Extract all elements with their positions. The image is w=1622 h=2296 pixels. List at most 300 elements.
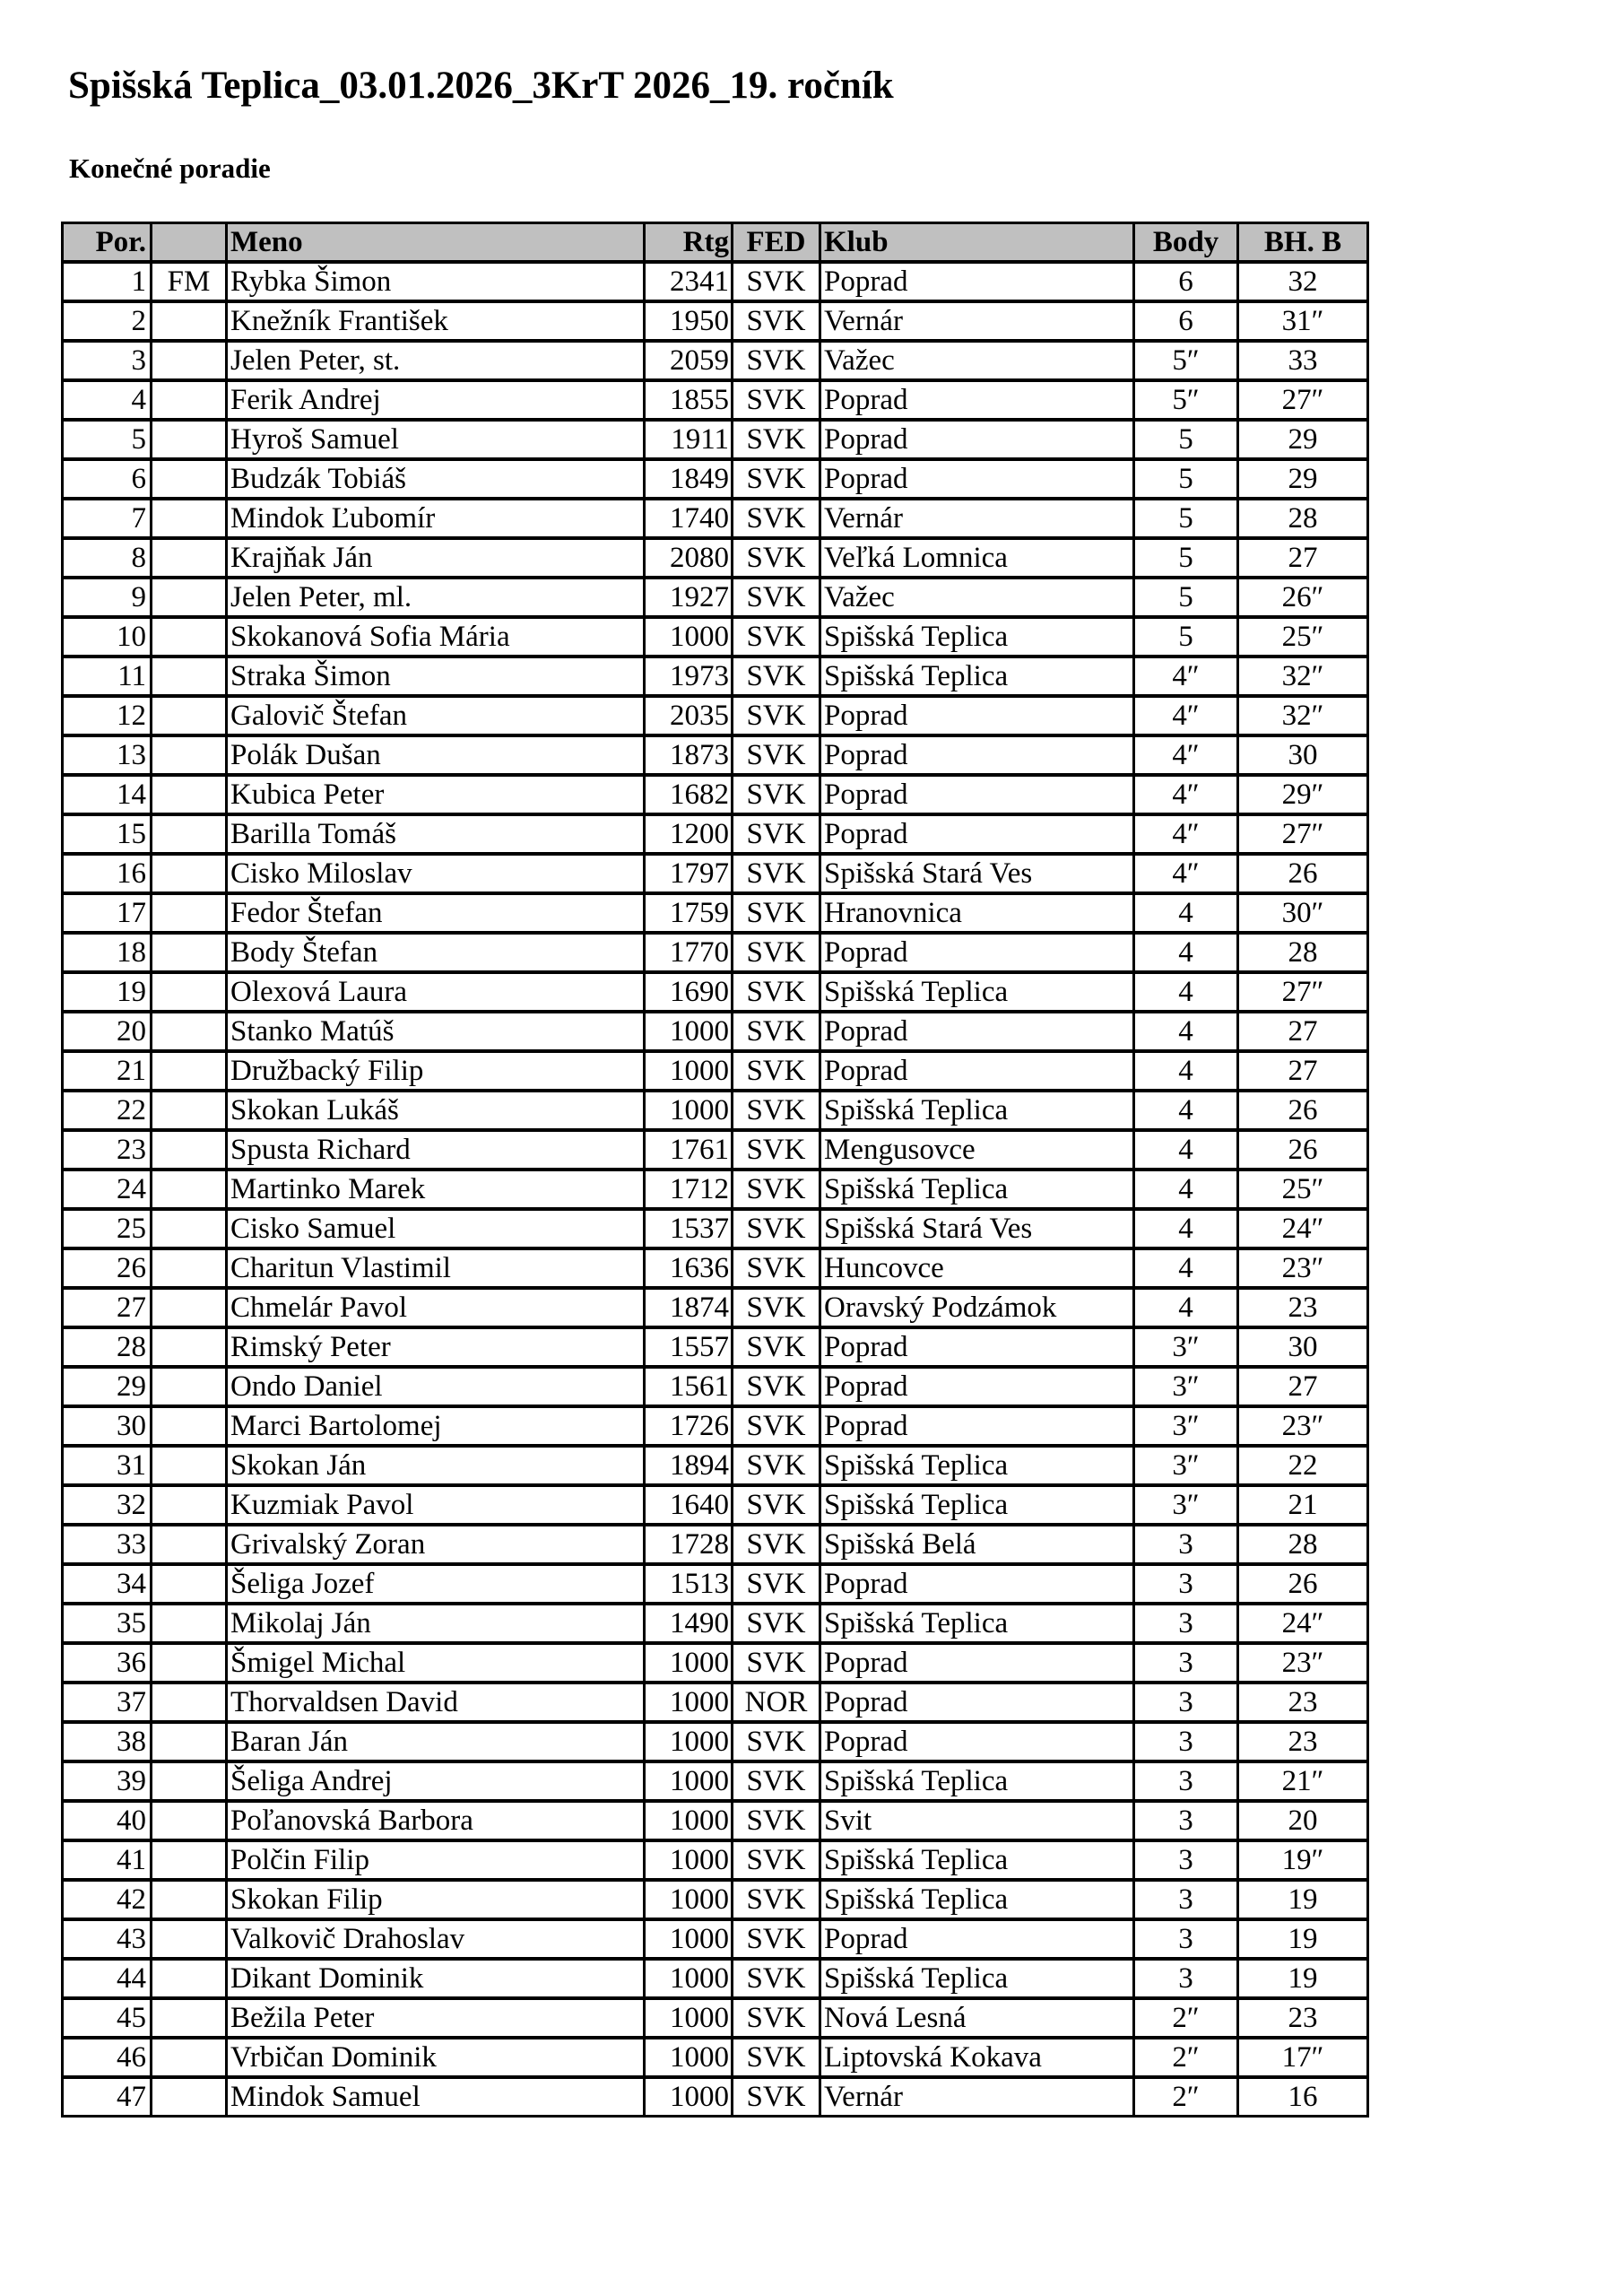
points-cell: 4″ — [1134, 854, 1238, 893]
rank-cell: 3 — [63, 341, 152, 380]
club-cell: Spišská Teplica — [820, 1485, 1134, 1525]
buchholz-cell: 32 — [1238, 262, 1368, 301]
name-cell: Fedor Štefan — [227, 893, 645, 933]
name-cell: Marci Bartolomej — [227, 1406, 645, 1446]
federation-cell: SVK — [733, 1367, 820, 1406]
rating-cell: 1537 — [645, 1209, 733, 1248]
table-row — [63, 1051, 1368, 1091]
table-row — [63, 2038, 1368, 2077]
federation-cell: SVK — [733, 380, 820, 420]
points-cell: 5 — [1134, 420, 1238, 459]
rank-cell: 2 — [63, 301, 152, 341]
column-header-federation: FED — [733, 223, 820, 263]
buchholz-cell: 24″ — [1238, 1209, 1368, 1248]
title-cell — [152, 1209, 227, 1248]
name-cell: Valkovič Drahoslav — [227, 1919, 645, 1959]
rating-cell: 1759 — [645, 893, 733, 933]
points-cell: 3 — [1134, 1801, 1238, 1840]
club-cell: Poprad — [820, 1683, 1134, 1722]
title-cell — [152, 2038, 227, 2077]
points-cell: 6 — [1134, 262, 1238, 301]
rank-cell: 17 — [63, 893, 152, 933]
table-row — [63, 1801, 1368, 1840]
rank-cell: 33 — [63, 1525, 152, 1564]
table-row — [63, 1248, 1368, 1288]
rank-cell: 15 — [63, 814, 152, 854]
name-cell: Rybka Šimon — [227, 262, 645, 301]
federation-cell: SVK — [733, 1012, 820, 1051]
table-row — [63, 2077, 1368, 2117]
federation-cell: SVK — [733, 735, 820, 775]
rating-cell: 1712 — [645, 1170, 733, 1209]
buchholz-cell: 21 — [1238, 1485, 1368, 1525]
name-cell: Thorvaldsen David — [227, 1683, 645, 1722]
name-cell: Barilla Tomáš — [227, 814, 645, 854]
title-cell — [152, 1485, 227, 1525]
title-cell — [152, 341, 227, 380]
table-row — [63, 1091, 1368, 1130]
name-cell: Krajňak Ján — [227, 538, 645, 578]
rating-cell: 1000 — [645, 2038, 733, 2077]
federation-cell: SVK — [733, 1406, 820, 1446]
table-row — [63, 617, 1368, 657]
points-cell: 3 — [1134, 1643, 1238, 1683]
title-cell — [152, 1367, 227, 1406]
buchholz-cell: 26 — [1238, 1091, 1368, 1130]
title-cell — [152, 1801, 227, 1840]
points-cell: 4 — [1134, 933, 1238, 972]
club-cell: Spišská Belá — [820, 1525, 1134, 1564]
name-cell: Chmelár Pavol — [227, 1288, 645, 1327]
rating-cell: 1873 — [645, 735, 733, 775]
points-cell: 4 — [1134, 972, 1238, 1012]
table-row — [63, 578, 1368, 617]
name-cell: Skokan Lukáš — [227, 1091, 645, 1130]
rating-cell: 2059 — [645, 341, 733, 380]
buchholz-cell: 23 — [1238, 1683, 1368, 1722]
table-row — [63, 1406, 1368, 1446]
rating-cell: 1855 — [645, 380, 733, 420]
rank-cell: 6 — [63, 459, 152, 499]
rating-cell: 2341 — [645, 262, 733, 301]
federation-cell: SVK — [733, 578, 820, 617]
federation-cell: SVK — [733, 893, 820, 933]
table-row — [63, 1446, 1368, 1485]
federation-cell: SVK — [733, 1761, 820, 1801]
rating-cell: 1000 — [645, 1722, 733, 1761]
table-header-row — [63, 223, 1368, 263]
title-cell — [152, 617, 227, 657]
points-cell: 4 — [1134, 1051, 1238, 1091]
rank-cell: 1 — [63, 262, 152, 301]
table-row — [63, 1919, 1368, 1959]
table-row — [63, 1959, 1368, 1998]
table-row — [63, 1564, 1368, 1604]
title-cell — [152, 1959, 227, 1998]
club-cell: Spišská Teplica — [820, 1091, 1134, 1130]
federation-cell: SVK — [733, 933, 820, 972]
buchholz-cell: 31″ — [1238, 301, 1368, 341]
title-cell — [152, 854, 227, 893]
club-cell: Spišská Teplica — [820, 617, 1134, 657]
federation-cell: SVK — [733, 538, 820, 578]
buchholz-cell: 17″ — [1238, 2038, 1368, 2077]
document-title: Spišská Teplica_03.01.2026_3KrT 2026_19. ročník — [68, 65, 894, 107]
points-cell: 5″ — [1134, 380, 1238, 420]
club-cell: Poprad — [820, 459, 1134, 499]
federation-cell: SVK — [733, 1880, 820, 1919]
name-cell: Charitun Vlastimil — [227, 1248, 645, 1288]
rating-cell: 1200 — [645, 814, 733, 854]
name-cell: Jelen Peter, ml. — [227, 578, 645, 617]
table-row — [63, 1604, 1368, 1643]
buchholz-cell: 26″ — [1238, 578, 1368, 617]
club-cell: Spišská Teplica — [820, 657, 1134, 696]
buchholz-cell: 32″ — [1238, 657, 1368, 696]
buchholz-cell: 23 — [1238, 1998, 1368, 2038]
name-cell: Kuzmiak Pavol — [227, 1485, 645, 1525]
name-cell: Budzák Tobiáš — [227, 459, 645, 499]
title-cell — [152, 775, 227, 814]
rank-cell: 4 — [63, 380, 152, 420]
table-row — [63, 1525, 1368, 1564]
federation-cell: SVK — [733, 301, 820, 341]
rating-cell: 1950 — [645, 301, 733, 341]
points-cell: 5 — [1134, 538, 1238, 578]
rank-cell: 14 — [63, 775, 152, 814]
title-cell — [152, 1998, 227, 2038]
table-row — [63, 1485, 1368, 1525]
federation-cell: SVK — [733, 1051, 820, 1091]
buchholz-cell: 27 — [1238, 1367, 1368, 1406]
rating-cell: 1000 — [645, 617, 733, 657]
points-cell: 4 — [1134, 1209, 1238, 1248]
rank-cell: 42 — [63, 1880, 152, 1919]
rank-cell: 12 — [63, 696, 152, 735]
federation-cell: SVK — [733, 2038, 820, 2077]
title-cell — [152, 1919, 227, 1959]
name-cell: Olexová Laura — [227, 972, 645, 1012]
rating-cell: 1000 — [645, 1998, 733, 2038]
buchholz-cell: 27 — [1238, 1051, 1368, 1091]
name-cell: Mindok Ľubomír — [227, 499, 645, 538]
rank-cell: 26 — [63, 1248, 152, 1288]
rating-cell: 1000 — [645, 1091, 733, 1130]
buchholz-cell: 19 — [1238, 1919, 1368, 1959]
name-cell: Ondo Daniel — [227, 1367, 645, 1406]
table-row — [63, 1288, 1368, 1327]
title-cell — [152, 1604, 227, 1643]
points-cell: 2″ — [1134, 2077, 1238, 2117]
table-row — [63, 301, 1368, 341]
buchholz-cell: 25″ — [1238, 1170, 1368, 1209]
points-cell: 3 — [1134, 1722, 1238, 1761]
rank-cell: 24 — [63, 1170, 152, 1209]
rating-cell: 1911 — [645, 420, 733, 459]
rating-cell: 1682 — [645, 775, 733, 814]
name-cell: Galovič Štefan — [227, 696, 645, 735]
column-header-name: Meno — [227, 223, 645, 263]
buchholz-cell: 27 — [1238, 538, 1368, 578]
points-cell: 2″ — [1134, 2038, 1238, 2077]
name-cell: Skokan Filip — [227, 1880, 645, 1919]
name-cell: Poľanovská Barbora — [227, 1801, 645, 1840]
table-row — [63, 696, 1368, 735]
title-cell — [152, 578, 227, 617]
title-cell — [152, 1091, 227, 1130]
points-cell: 4 — [1134, 893, 1238, 933]
standings-table — [61, 222, 1369, 2118]
federation-cell: SVK — [733, 1288, 820, 1327]
title-cell — [152, 1525, 227, 1564]
club-cell: Mengusovce — [820, 1130, 1134, 1170]
federation-cell: SVK — [733, 814, 820, 854]
title-cell — [152, 1406, 227, 1446]
federation-cell: SVK — [733, 1722, 820, 1761]
title-cell — [152, 1051, 227, 1091]
rating-cell: 1000 — [645, 1051, 733, 1091]
rating-cell: 1973 — [645, 657, 733, 696]
rating-cell: 1690 — [645, 972, 733, 1012]
table-row — [63, 657, 1368, 696]
title-cell — [152, 893, 227, 933]
name-cell: Hyroš Samuel — [227, 420, 645, 459]
column-header-rating: Rtg — [645, 223, 733, 263]
rating-cell: 1000 — [645, 1919, 733, 1959]
club-cell: Poprad — [820, 262, 1134, 301]
buchholz-cell: 30 — [1238, 735, 1368, 775]
federation-cell: SVK — [733, 657, 820, 696]
title-cell — [152, 1130, 227, 1170]
rating-cell: 1000 — [645, 1761, 733, 1801]
points-cell: 3″ — [1134, 1367, 1238, 1406]
title-cell — [152, 1288, 227, 1327]
club-cell: Poprad — [820, 696, 1134, 735]
points-cell: 5″ — [1134, 341, 1238, 380]
club-cell: Važec — [820, 578, 1134, 617]
rating-cell: 1726 — [645, 1406, 733, 1446]
name-cell: Jelen Peter, st. — [227, 341, 645, 380]
rank-cell: 44 — [63, 1959, 152, 1998]
club-cell: Spišská Teplica — [820, 1761, 1134, 1801]
title-cell — [152, 814, 227, 854]
name-cell: Rimský Peter — [227, 1327, 645, 1367]
name-cell: Spusta Richard — [227, 1130, 645, 1170]
title-cell — [152, 933, 227, 972]
rating-cell: 1000 — [645, 1959, 733, 1998]
table-row — [63, 499, 1368, 538]
federation-cell: SVK — [733, 499, 820, 538]
table-row — [63, 1327, 1368, 1367]
buchholz-cell: 29 — [1238, 459, 1368, 499]
rank-cell: 30 — [63, 1406, 152, 1446]
federation-cell: SVK — [733, 341, 820, 380]
name-cell: Šmigel Michal — [227, 1643, 645, 1683]
name-cell: Polák Dušan — [227, 735, 645, 775]
buchholz-cell: 23″ — [1238, 1406, 1368, 1446]
federation-cell: SVK — [733, 420, 820, 459]
buchholz-cell: 22 — [1238, 1446, 1368, 1485]
points-cell: 3 — [1134, 1525, 1238, 1564]
table-row — [63, 1998, 1368, 2038]
rating-cell: 1894 — [645, 1446, 733, 1485]
rank-cell: 37 — [63, 1683, 152, 1722]
rating-cell: 1728 — [645, 1525, 733, 1564]
club-cell: Poprad — [820, 1406, 1134, 1446]
rank-cell: 18 — [63, 933, 152, 972]
points-cell: 3 — [1134, 1840, 1238, 1880]
title-cell — [152, 1446, 227, 1485]
name-cell: Šeliga Jozef — [227, 1564, 645, 1604]
buchholz-cell: 25″ — [1238, 617, 1368, 657]
club-cell: Poprad — [820, 380, 1134, 420]
rank-cell: 5 — [63, 420, 152, 459]
buchholz-cell: 20 — [1238, 1801, 1368, 1840]
federation-cell: SVK — [733, 459, 820, 499]
name-cell: Družbacký Filip — [227, 1051, 645, 1091]
points-cell: 6 — [1134, 301, 1238, 341]
club-cell: Veľká Lomnica — [820, 538, 1134, 578]
federation-cell: SVK — [733, 1130, 820, 1170]
club-cell: Vernár — [820, 301, 1134, 341]
buchholz-cell: 23″ — [1238, 1248, 1368, 1288]
buchholz-cell: 23 — [1238, 1288, 1368, 1327]
points-cell: 3″ — [1134, 1485, 1238, 1525]
rank-cell: 38 — [63, 1722, 152, 1761]
rank-cell: 9 — [63, 578, 152, 617]
federation-cell: SVK — [733, 2077, 820, 2117]
club-cell: Poprad — [820, 1643, 1134, 1683]
buchholz-cell: 27″ — [1238, 380, 1368, 420]
buchholz-cell: 27 — [1238, 1012, 1368, 1051]
points-cell: 5 — [1134, 578, 1238, 617]
title-cell — [152, 1880, 227, 1919]
club-cell: Poprad — [820, 775, 1134, 814]
rank-cell: 46 — [63, 2038, 152, 2077]
federation-cell: SVK — [733, 1604, 820, 1643]
rank-cell: 35 — [63, 1604, 152, 1643]
club-cell: Poprad — [820, 735, 1134, 775]
rating-cell: 2035 — [645, 696, 733, 735]
title-cell — [152, 735, 227, 775]
rank-cell: 13 — [63, 735, 152, 775]
rank-cell: 31 — [63, 1446, 152, 1485]
club-cell: Hranovnica — [820, 893, 1134, 933]
title-cell — [152, 1327, 227, 1367]
rank-cell: 22 — [63, 1091, 152, 1130]
rank-cell: 27 — [63, 1288, 152, 1327]
federation-cell: SVK — [733, 696, 820, 735]
rank-cell: 36 — [63, 1643, 152, 1683]
buchholz-cell: 19 — [1238, 1959, 1368, 1998]
points-cell: 2″ — [1134, 1998, 1238, 2038]
federation-cell: SVK — [733, 1327, 820, 1367]
buchholz-cell: 29″ — [1238, 775, 1368, 814]
club-cell: Spišská Stará Ves — [820, 854, 1134, 893]
table-row — [63, 1761, 1368, 1801]
table-row — [63, 933, 1368, 972]
federation-cell: SVK — [733, 1919, 820, 1959]
name-cell: Dikant Dominik — [227, 1959, 645, 1998]
buchholz-cell: 30 — [1238, 1327, 1368, 1367]
federation-cell: SVK — [733, 854, 820, 893]
name-cell: Stanko Matúš — [227, 1012, 645, 1051]
club-cell: Poprad — [820, 1012, 1134, 1051]
buchholz-cell: 24″ — [1238, 1604, 1368, 1643]
name-cell: Skokanová Sofia Mária — [227, 617, 645, 657]
federation-cell: SVK — [733, 775, 820, 814]
rating-cell: 1000 — [645, 1880, 733, 1919]
title-cell — [152, 696, 227, 735]
name-cell: Ferik Andrej — [227, 380, 645, 420]
rating-cell: 1874 — [645, 1288, 733, 1327]
buchholz-cell: 29 — [1238, 420, 1368, 459]
buchholz-cell: 28 — [1238, 933, 1368, 972]
club-cell: Huncovce — [820, 1248, 1134, 1288]
club-cell: Poprad — [820, 933, 1134, 972]
buchholz-cell: 33 — [1238, 341, 1368, 380]
rank-cell: 28 — [63, 1327, 152, 1367]
buchholz-cell: 27″ — [1238, 814, 1368, 854]
name-cell: Body Štefan — [227, 933, 645, 972]
table-row — [63, 1880, 1368, 1919]
federation-cell: SVK — [733, 1248, 820, 1288]
rank-cell: 40 — [63, 1801, 152, 1840]
points-cell: 3″ — [1134, 1406, 1238, 1446]
rating-cell: 1000 — [645, 1683, 733, 1722]
rating-cell: 1513 — [645, 1564, 733, 1604]
points-cell: 3 — [1134, 1919, 1238, 1959]
name-cell: Mikolaj Ján — [227, 1604, 645, 1643]
points-cell: 4 — [1134, 1288, 1238, 1327]
rank-cell: 43 — [63, 1919, 152, 1959]
name-cell: Skokan Ján — [227, 1446, 645, 1485]
table-row — [63, 341, 1368, 380]
column-header-title — [152, 223, 227, 263]
rating-cell: 1761 — [645, 1130, 733, 1170]
points-cell: 4 — [1134, 1170, 1238, 1209]
federation-cell: SVK — [733, 1959, 820, 1998]
points-cell: 5 — [1134, 499, 1238, 538]
buchholz-cell: 27″ — [1238, 972, 1368, 1012]
points-cell: 4 — [1134, 1130, 1238, 1170]
table-row — [63, 1130, 1368, 1170]
rating-cell: 1797 — [645, 854, 733, 893]
table-row — [63, 893, 1368, 933]
federation-cell: SVK — [733, 1446, 820, 1485]
table-row — [63, 1643, 1368, 1683]
points-cell: 3 — [1134, 1604, 1238, 1643]
table-row — [63, 735, 1368, 775]
rank-cell: 39 — [63, 1761, 152, 1801]
federation-cell: SVK — [733, 1170, 820, 1209]
federation-cell: SVK — [733, 1209, 820, 1248]
column-header-rank: Por. — [63, 223, 152, 263]
name-cell: Polčin Filip — [227, 1840, 645, 1880]
rank-cell: 45 — [63, 1998, 152, 2038]
club-cell: Poprad — [820, 1367, 1134, 1406]
title-cell: FM — [152, 262, 227, 301]
table-row — [63, 1170, 1368, 1209]
table-row — [63, 1840, 1368, 1880]
rank-cell: 32 — [63, 1485, 152, 1525]
club-cell: Spišská Teplica — [820, 1446, 1134, 1485]
column-header-buchholz: BH. B — [1238, 223, 1368, 263]
title-cell — [152, 1564, 227, 1604]
federation-cell: SVK — [733, 1801, 820, 1840]
rating-cell: 1640 — [645, 1485, 733, 1525]
buchholz-cell: 23″ — [1238, 1643, 1368, 1683]
